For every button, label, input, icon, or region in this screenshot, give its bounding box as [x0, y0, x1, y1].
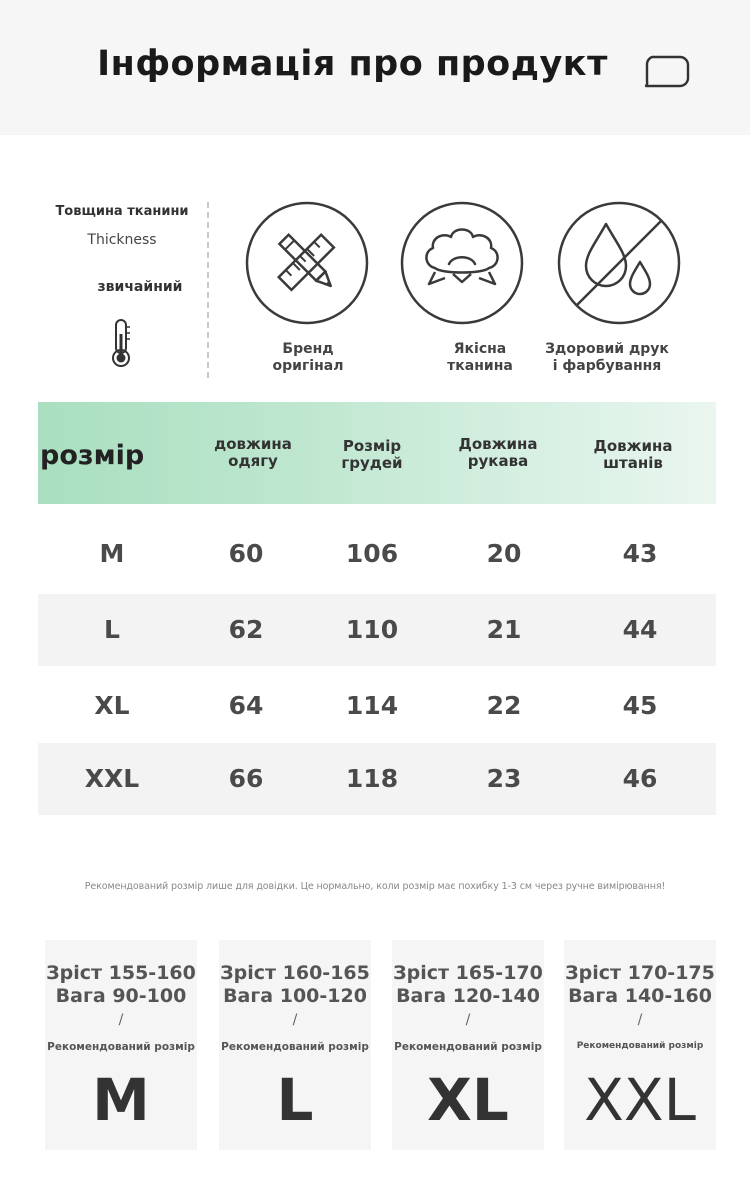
table-cell: 106 — [345, 539, 399, 568]
recommended-size: XL — [427, 1066, 509, 1134]
height-range: Зріст 165-170 — [393, 962, 543, 984]
separator: / — [118, 1012, 124, 1028]
size-note: Рекомендований розмір лише для довідки. Це нормально, коли розмір має похибку 1-3 см через ручне вимірювання! — [84, 881, 666, 892]
length-column-header: довжина одягу — [214, 435, 292, 470]
feature-fabric-label: Якісна тканина — [447, 341, 513, 374]
ruler-pencil-icon — [244, 200, 370, 326]
size-table-header — [38, 402, 716, 504]
divider — [207, 202, 209, 378]
table-cell: 46 — [622, 764, 658, 793]
page-title: Інформація про продукт — [97, 44, 608, 84]
weight-range: Вага 120-140 — [396, 985, 540, 1007]
water-drops-icon — [556, 200, 682, 326]
table-cell: 21 — [486, 615, 522, 644]
table-cell: XXL — [84, 764, 140, 793]
page-header — [0, 0, 750, 135]
recommendation-card — [392, 940, 544, 1150]
recommended-size-label: Рекомендований розмір — [394, 1041, 542, 1053]
separator: / — [292, 1012, 298, 1028]
recommended-size: XXL — [584, 1066, 696, 1134]
recommendation-card — [564, 940, 716, 1150]
table-cell: M — [99, 539, 125, 568]
table-cell: XL — [94, 691, 130, 720]
table-cell: 110 — [345, 615, 399, 644]
table-cell: 60 — [228, 539, 264, 568]
thickness-value: звичайний — [97, 279, 183, 295]
height-range: Зріст 155-160 — [46, 962, 196, 984]
table-cell: 22 — [486, 691, 522, 720]
size-column-header: розмір — [40, 440, 145, 471]
sleeve-column-header: Довжина рукава — [458, 435, 538, 470]
pants-column-header: Довжина штанів — [593, 437, 673, 472]
recommended-size-label: Рекомендований розмір — [576, 1041, 704, 1051]
chest-column-header: Розмір грудей — [341, 437, 403, 472]
table-row — [38, 743, 716, 815]
table-row — [38, 670, 716, 742]
height-range: Зріст 160-165 — [220, 962, 370, 984]
weight-range: Вага 90-100 — [55, 985, 187, 1007]
table-cell: 66 — [228, 764, 264, 793]
separator: / — [637, 1012, 643, 1028]
cotton-icon — [399, 200, 525, 326]
table-cell: 114 — [345, 691, 399, 720]
separator: / — [465, 1012, 471, 1028]
table-cell: 118 — [345, 764, 399, 793]
table-cell: 20 — [486, 539, 522, 568]
recommended-size: M — [92, 1066, 150, 1134]
table-row — [38, 518, 716, 590]
speech-bubble-icon — [642, 54, 690, 90]
table-cell: 64 — [228, 691, 264, 720]
recommendation-card — [45, 940, 197, 1150]
weight-range: Вага 140-160 — [568, 985, 712, 1007]
feature-print-label: Здоровий друк і фарбування — [545, 341, 669, 374]
thickness-label-en: Thickness — [87, 232, 157, 248]
recommended-size-label: Рекомендований розмір — [47, 1041, 195, 1053]
recommendation-card — [219, 940, 371, 1150]
table-cell: L — [104, 615, 120, 644]
weight-range: Вага 100-120 — [223, 985, 367, 1007]
recommended-size-label: Рекомендований розмір — [221, 1041, 369, 1053]
table-cell: 23 — [486, 764, 522, 793]
table-row — [38, 594, 716, 666]
thermometer-icon — [108, 318, 134, 368]
recommended-size: L — [276, 1066, 314, 1134]
table-cell: 45 — [622, 691, 658, 720]
height-range: Зріст 170-175 — [565, 962, 715, 984]
table-cell: 44 — [622, 615, 658, 644]
table-cell: 43 — [622, 539, 658, 568]
feature-brand-label: Бренд оригінал — [272, 341, 344, 374]
thickness-label: Товщина тканини — [55, 204, 189, 219]
table-cell: 62 — [228, 615, 264, 644]
